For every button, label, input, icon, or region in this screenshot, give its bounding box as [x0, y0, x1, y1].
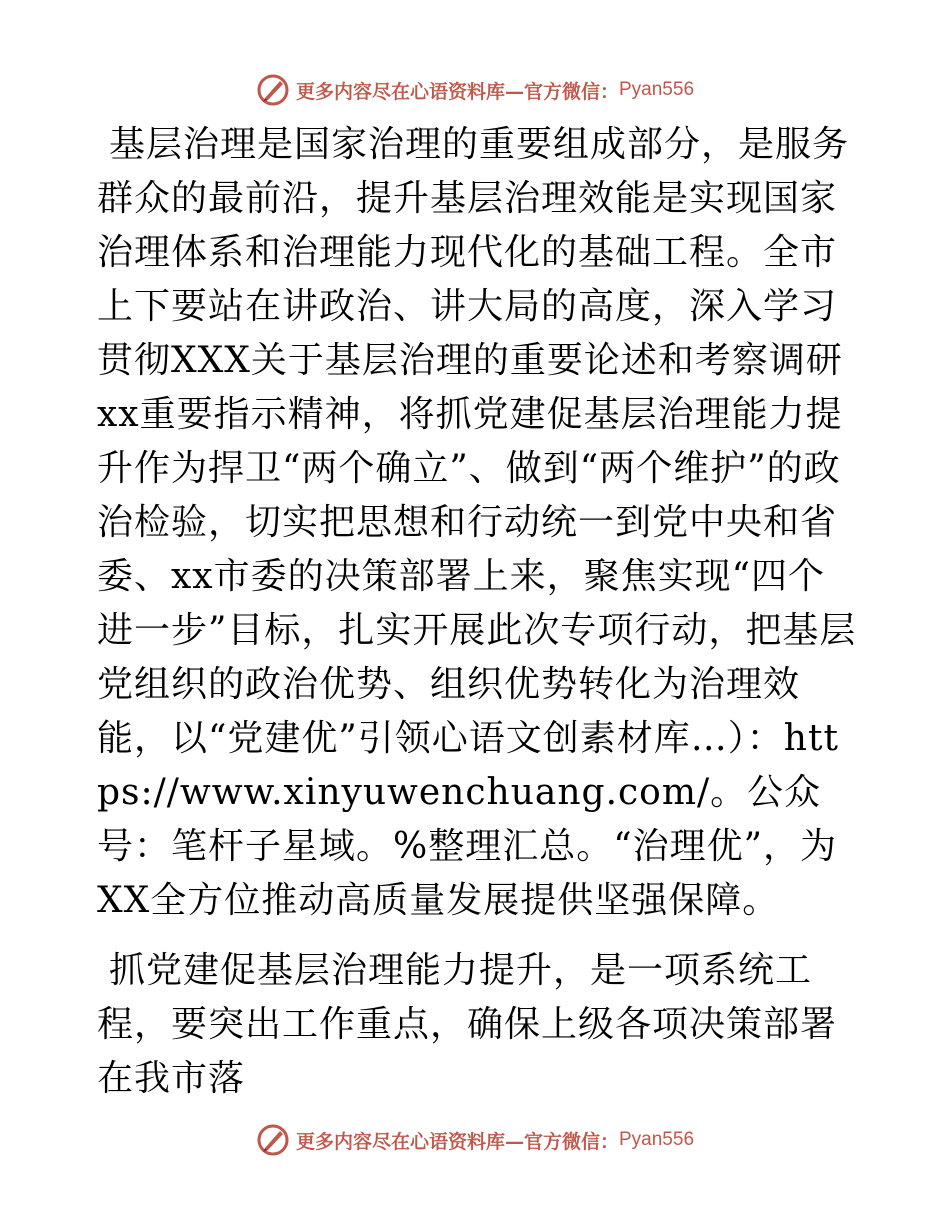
- header-banner: [0, 70, 950, 110]
- header-contact-text: Pyan556: [619, 79, 695, 100]
- quill-pen-logo-icon: [256, 73, 290, 107]
- footer-brand-text: 更多内容尽在心语资料库—官方微信：: [295, 1130, 619, 1153]
- paragraph-2: 抓党建促基层治理能力提升，是一项系统工程，要突出工作重点，确保上级各项决策部署在我市落: [97, 950, 838, 1099]
- header-brand-text: 更多内容尽在心语资料库—官方微信：: [295, 80, 619, 103]
- paragraph-1: 基层治理是国家治理的重要组成部分，是服务群众的最前沿，提升基层治理效能是实现国家治理体系和治理能力现代化的基础工程。全市上下要站在讲政治、讲大局的高度，深入学习贯彻XXX关于基层治理的重要论述和考察调研xx重要指示精神，将抓党建促基层治理能力提升作为捍卫“两个确立”、做到“两个维护”的政治检验，切实把思想和行动统一到党中央和省委、xx市委的决策部署上来，聚焦实现“四个进一步”目标，扎实开展此次专项行动，把基层党组织的政治优势、组织优势转化为治理效能，以“党建优”引领心语文创素材库…）：https://www.xinyuwenchuang.com/。公众号：笔杆子星域。%整理汇总。“治理优”，为XX全方位推动高质量发展提供坚强保障。: [97, 124, 857, 921]
- quill-pen-logo-icon: [256, 1123, 290, 1157]
- footer-banner: [0, 1120, 950, 1160]
- footer-contact-text: Pyan556: [619, 1129, 695, 1150]
- document-body: [97, 118, 857, 1106]
